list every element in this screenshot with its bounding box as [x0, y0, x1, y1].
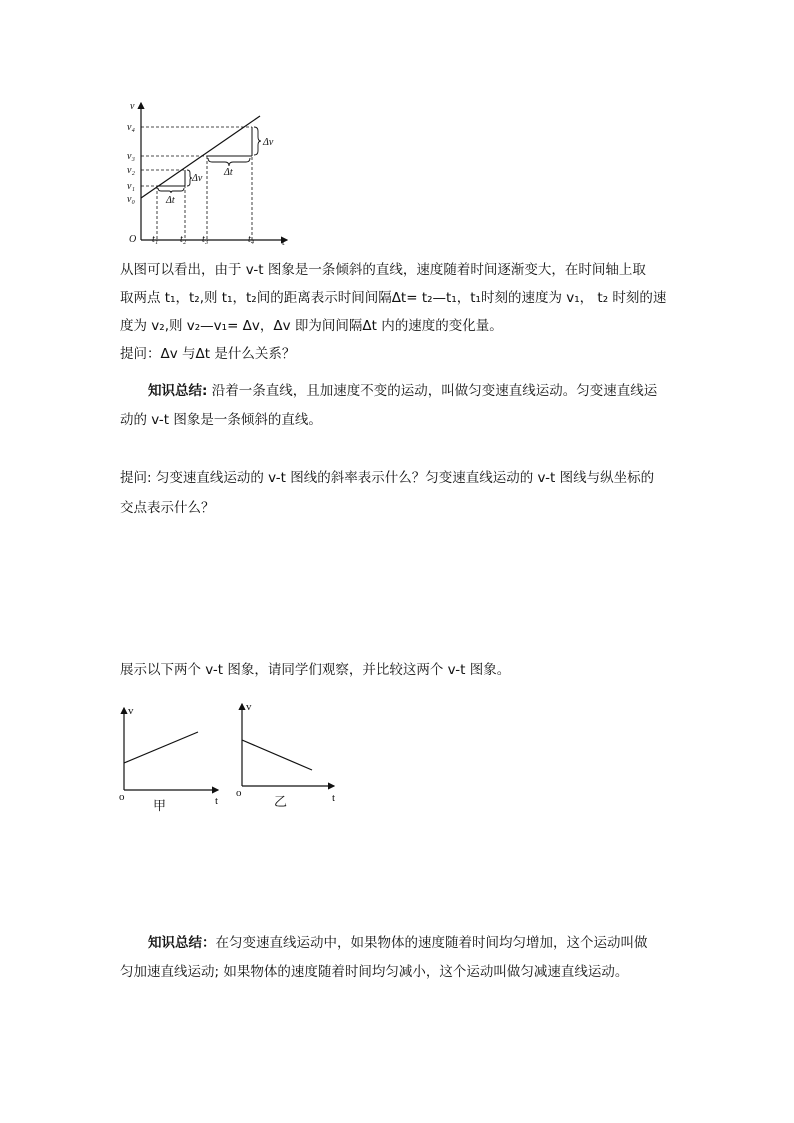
v-axis-label: v	[130, 101, 135, 112]
yi-origin: o	[236, 787, 242, 799]
summary2-label: 知识总结：	[148, 935, 216, 951]
jia-line	[124, 732, 198, 763]
show-graphs-line: 展示以下两个 v-t 图象，请同学们观察，并比较这两个 v-t 图象。	[120, 662, 511, 678]
summary2-line1	[148, 931, 713, 951]
origin-label: O	[129, 234, 137, 245]
vt-graph-figure	[122, 100, 302, 250]
dv-large-label: Δv	[263, 137, 274, 148]
dt-large-brace	[208, 158, 250, 166]
para1-line3: 度为 v₂,则 v₂—v₁= Δv，Δv 即为间间隔Δt 内的速度的变化量。	[120, 318, 503, 334]
jia-v-label: v	[128, 705, 134, 717]
summary2-text: 在匀变速直线运动中，如果物体的速度随着时间均匀增加，这个运动叫做	[215, 935, 648, 951]
question1: 提问：Δv 与Δt 是什么关系？	[120, 346, 296, 362]
jia-origin: o	[119, 791, 125, 803]
t3-label: t₃	[202, 234, 209, 245]
v0-label: v₀	[127, 194, 135, 205]
summary1-text: 沿着一条直线，且加速度不变的运动，叫做匀变速直线运动。匀变速直线运	[207, 383, 658, 399]
v2-label: v₂	[127, 165, 135, 176]
dt-small-brace	[158, 188, 184, 193]
dt-large-label: Δt	[224, 167, 233, 178]
yi-line	[242, 740, 312, 770]
t1-label: t₁	[152, 234, 159, 245]
t2-label: t₂	[180, 234, 187, 245]
jia-t-label: t	[215, 795, 219, 807]
t4-label: t₄	[248, 234, 255, 245]
question2-line2: 交点表示什么？	[120, 500, 215, 516]
v1-label: v₁	[127, 181, 135, 192]
v4-label: v₄	[127, 122, 135, 133]
summary2-line2: 匀加速直线运动; 如果物体的速度随着时间均匀减小，这个运动叫做匀减速直线运动。	[120, 964, 629, 980]
para1-line2: 取两点 t₁，t₂,则 t₁，t₂间的距离表示时间间隔Δt= t₂—t₁，t₁时刻的速度为 v₁， t₂ 时刻的速	[120, 290, 667, 306]
yi-caption: 乙	[274, 794, 288, 809]
para1-line1: 从图可以看出，由于 v-t 图象是一条倾斜的直线，速度随着时间逐渐变大，在时间轴上取	[120, 262, 646, 278]
yi-t-label: t	[332, 792, 336, 804]
graph-jia	[112, 700, 232, 820]
summary1-line2: 动的 v-t 图象是一条倾斜的直线。	[120, 412, 322, 428]
question2-line1: 提问: 匀变速直线运动的 v-t 图线的斜率表示什么？匀变速直线运动的 v-t 图线与纵坐标的	[120, 470, 655, 486]
dt-small-label: Δt	[166, 195, 175, 206]
summary1-label: 知识总结:	[148, 383, 208, 399]
graph-yi	[230, 698, 350, 818]
v3-label: v₃	[127, 151, 135, 162]
dv-small-label: Δv	[192, 173, 203, 184]
summary1-line1	[148, 379, 713, 399]
t-axis-label: t	[282, 237, 285, 248]
jia-caption: 甲	[153, 798, 167, 813]
dv-large-brace	[254, 127, 261, 155]
yi-v-label: v	[246, 701, 252, 713]
